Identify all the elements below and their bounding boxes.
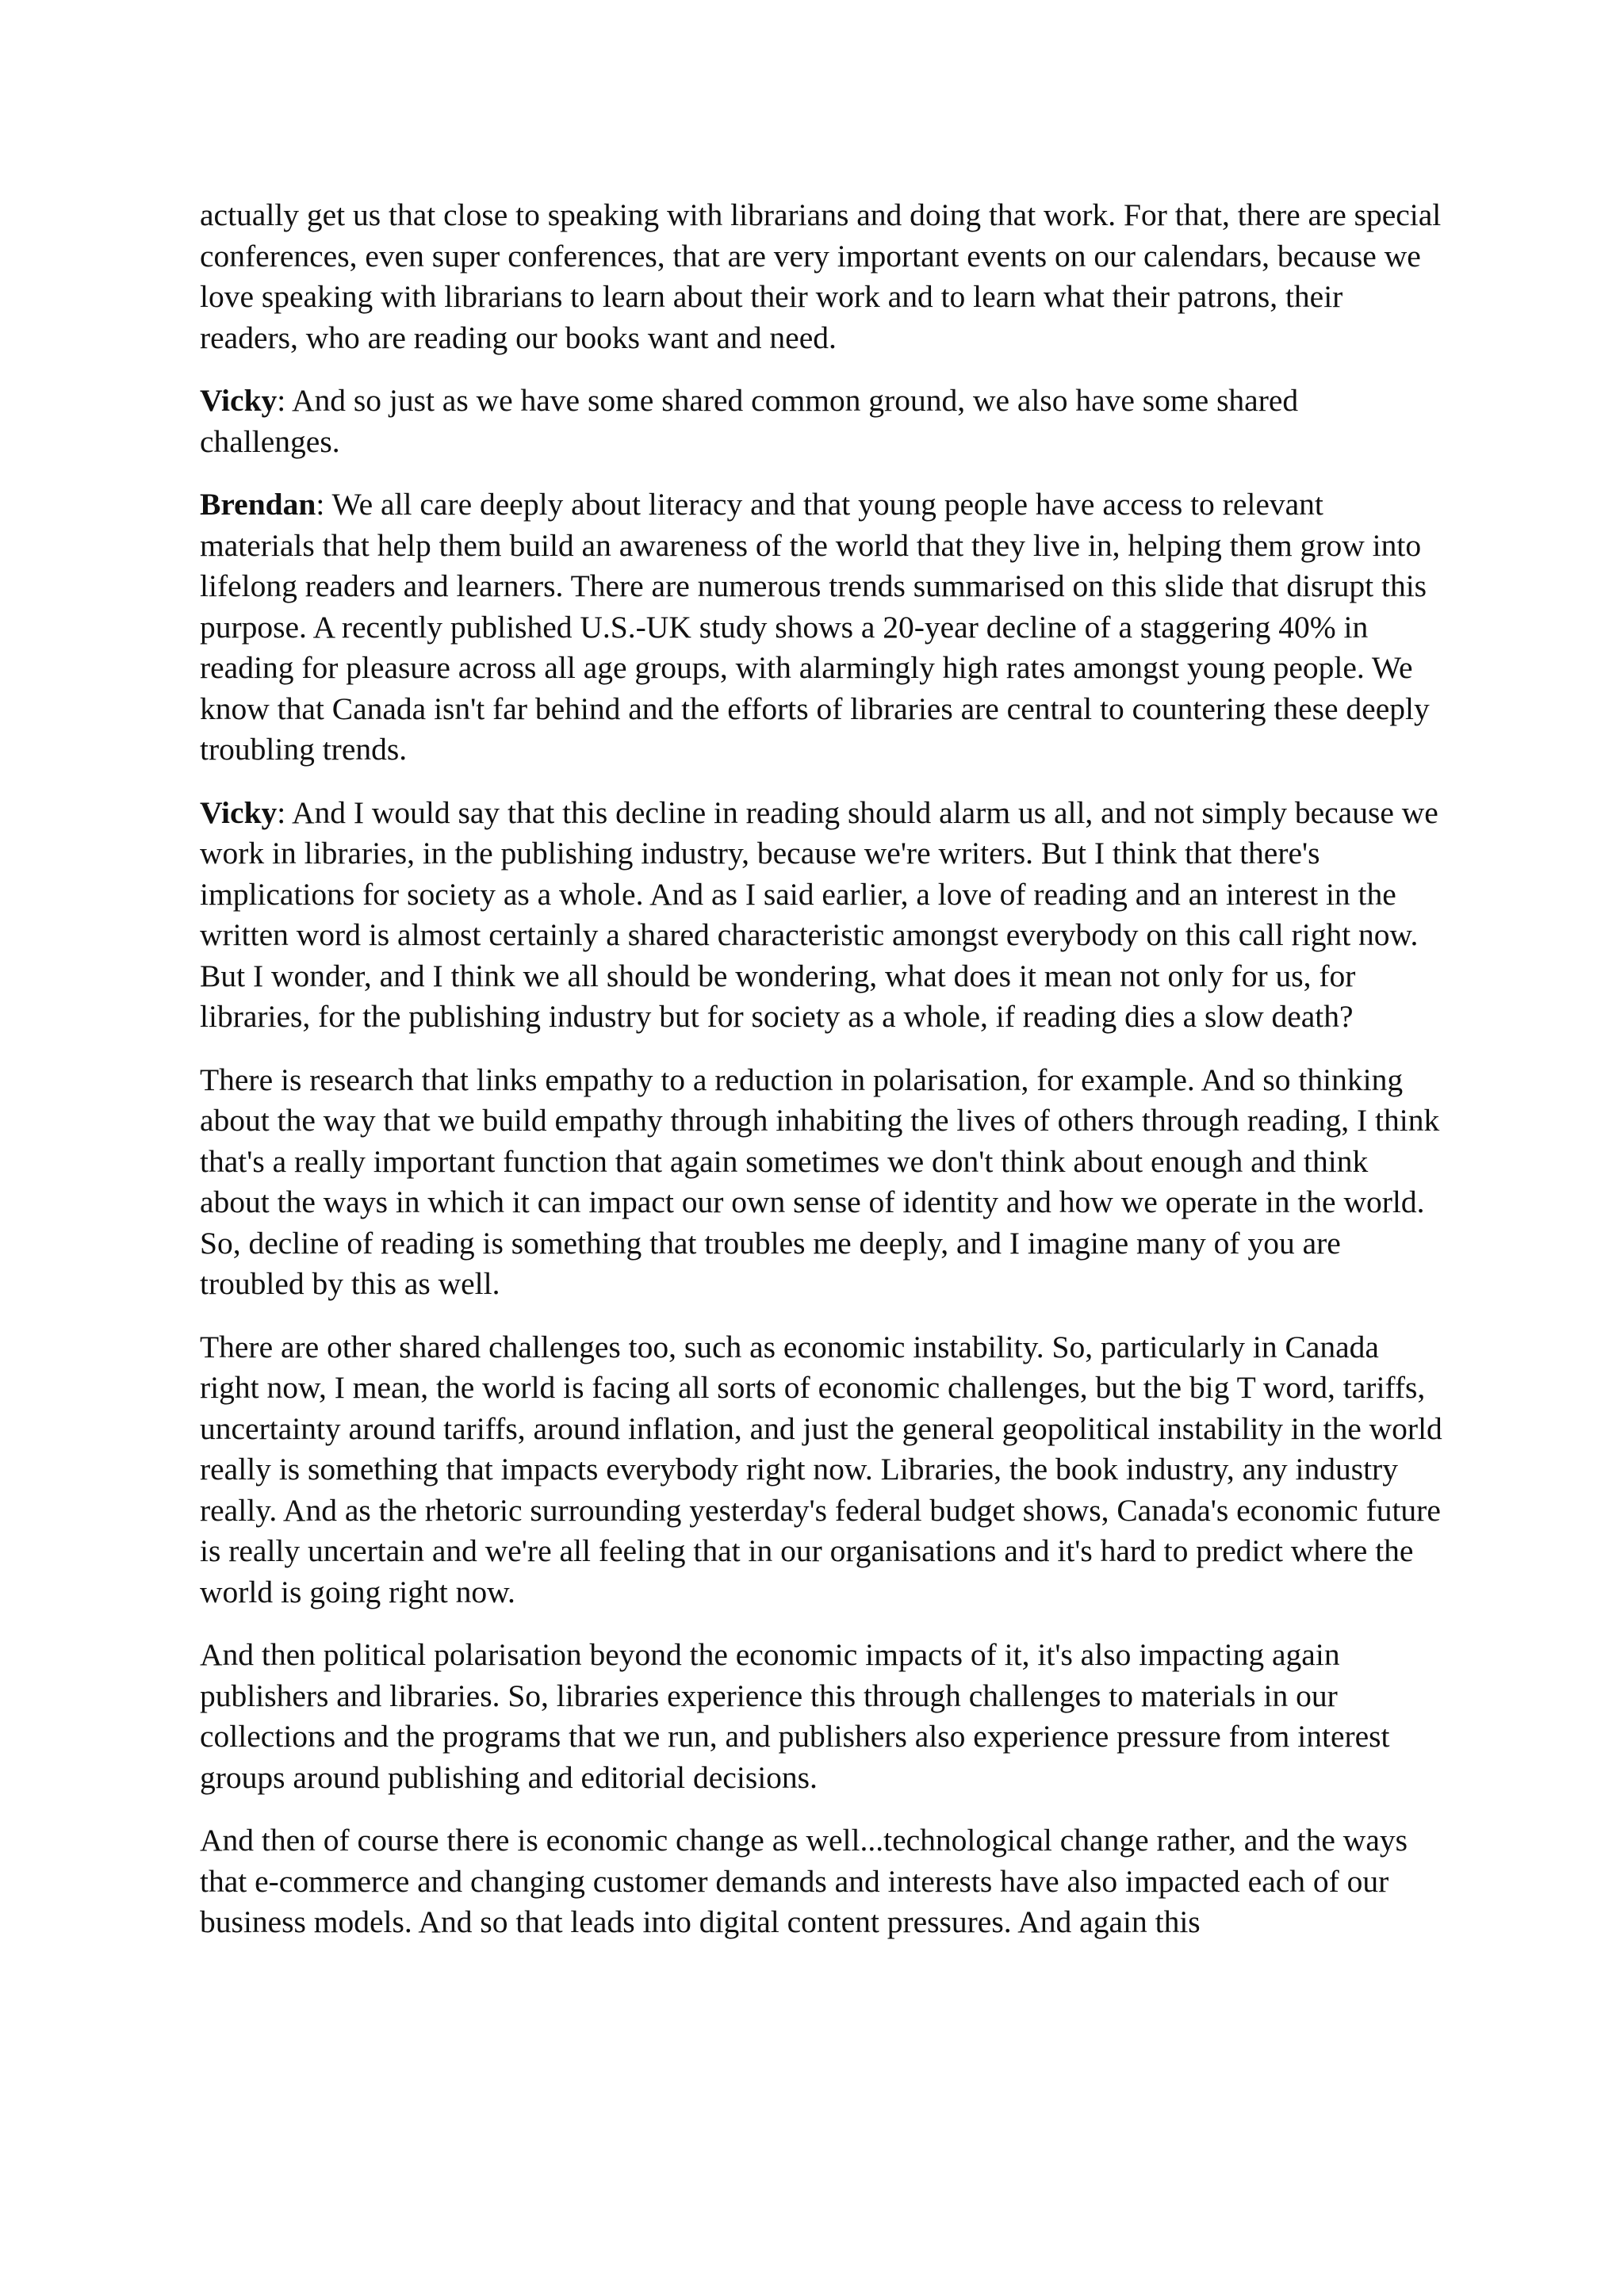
paragraph-7-text: And then political polarisation beyond the economic impacts of it, it's also impacting again publishers and libraries. So, libraries experience this through challenges to materials in our collections and the programs that we run, and publishers also experience pressure from interest groups around publishing and editorial decisions.	[200, 1637, 1390, 1795]
paragraph-3	[200, 484, 1445, 771]
speaker-name: Brendan	[200, 487, 316, 522]
paragraph-1	[200, 195, 1445, 358]
paragraph-8-text: And then of course there is economic change as well...technological change rather, and the ways that e-commerce and changing customer demands and interests have also impacted each of our business models. And so that leads into digital content pressures. And again this	[200, 1823, 1408, 1939]
paragraph-2-text: : And so just as we have some shared common ground, we also have some shared challenges.	[200, 383, 1299, 459]
speaker-name: Vicky	[200, 794, 278, 830]
paragraph-6-text: There are other shared challenges too, such as economic instability. So, particularly in Canada right now, I mean, the world is facing all sorts of economic challenges, but the big T word, tariffs, uncertainty around tariffs, around inflation, and just the general geopolitical instability in the world really is something that impacts everybody right now. Libraries, the book industry, any industry really. And as the rhetoric surrounding yesterday's federal budget shows, Canada's economic future is really uncertain and we're all feeling that in our organisations and it's hard to predict where the world is going right now.	[200, 1329, 1442, 1609]
paragraph-3-text: : We all care deeply about literacy and that young people have access to relevant materials that help them build an awareness of the world that they live in, helping them grow into lifelong readers and learners. There are numerous trends summarised on this slide that disrupt this purpose. A recently published U.S.-UK study shows a 20-year decline of a staggering 40% in reading for pleasure across all age groups, with alarmingly high rates amongst young people. We know that Canada isn't far behind and the efforts of libraries are central to countering these deeply troubling trends.	[200, 487, 1430, 767]
paragraph-7	[200, 1635, 1445, 1798]
paragraph-4-text: : And I would say that this decline in reading should alarm us all, and not simply because we work in libraries, in the publishing industry, because we're writers. But I think that there's implications for society as a whole. And as I said earlier, a love of reading and an interest in the written word is almost certainly a shared characteristic amongst everybody on this call right now. But I wonder, and I think we all should be wondering, what does it mean not only for us, for libraries, for the publishing industry but for society as a whole, if reading dies a slow death?	[200, 794, 1438, 1034]
paragraph-2	[200, 381, 1445, 462]
speaker-name: Vicky	[200, 383, 278, 418]
paragraph-5-text: There is research that links empathy to a reduction in polarisation, for example. And so thinking about the way that we build empathy through inhabiting the lives of others through reading, I think that's a really important function that again sometimes we don't think about enough and think about the ways in which it can impact our own sense of identity and how we operate in the world. So, decline of reading is something that troubles me deeply, and I imagine many of you are troubled by this as well.	[200, 1062, 1440, 1301]
paragraph-4	[200, 793, 1445, 1038]
paragraph-1-text: actually get us that close to speaking with librarians and doing that work. For that, there are special conferences, even super conferences, that are very important events on our calendars, because we love speaking with librarians to learn about their work and to learn what their patrons, their readers, who are reading our books want and need.	[200, 197, 1442, 355]
document-page	[200, 195, 1445, 1965]
paragraph-8	[200, 1820, 1445, 1943]
paragraph-6	[200, 1327, 1445, 1613]
paragraph-5	[200, 1060, 1445, 1305]
